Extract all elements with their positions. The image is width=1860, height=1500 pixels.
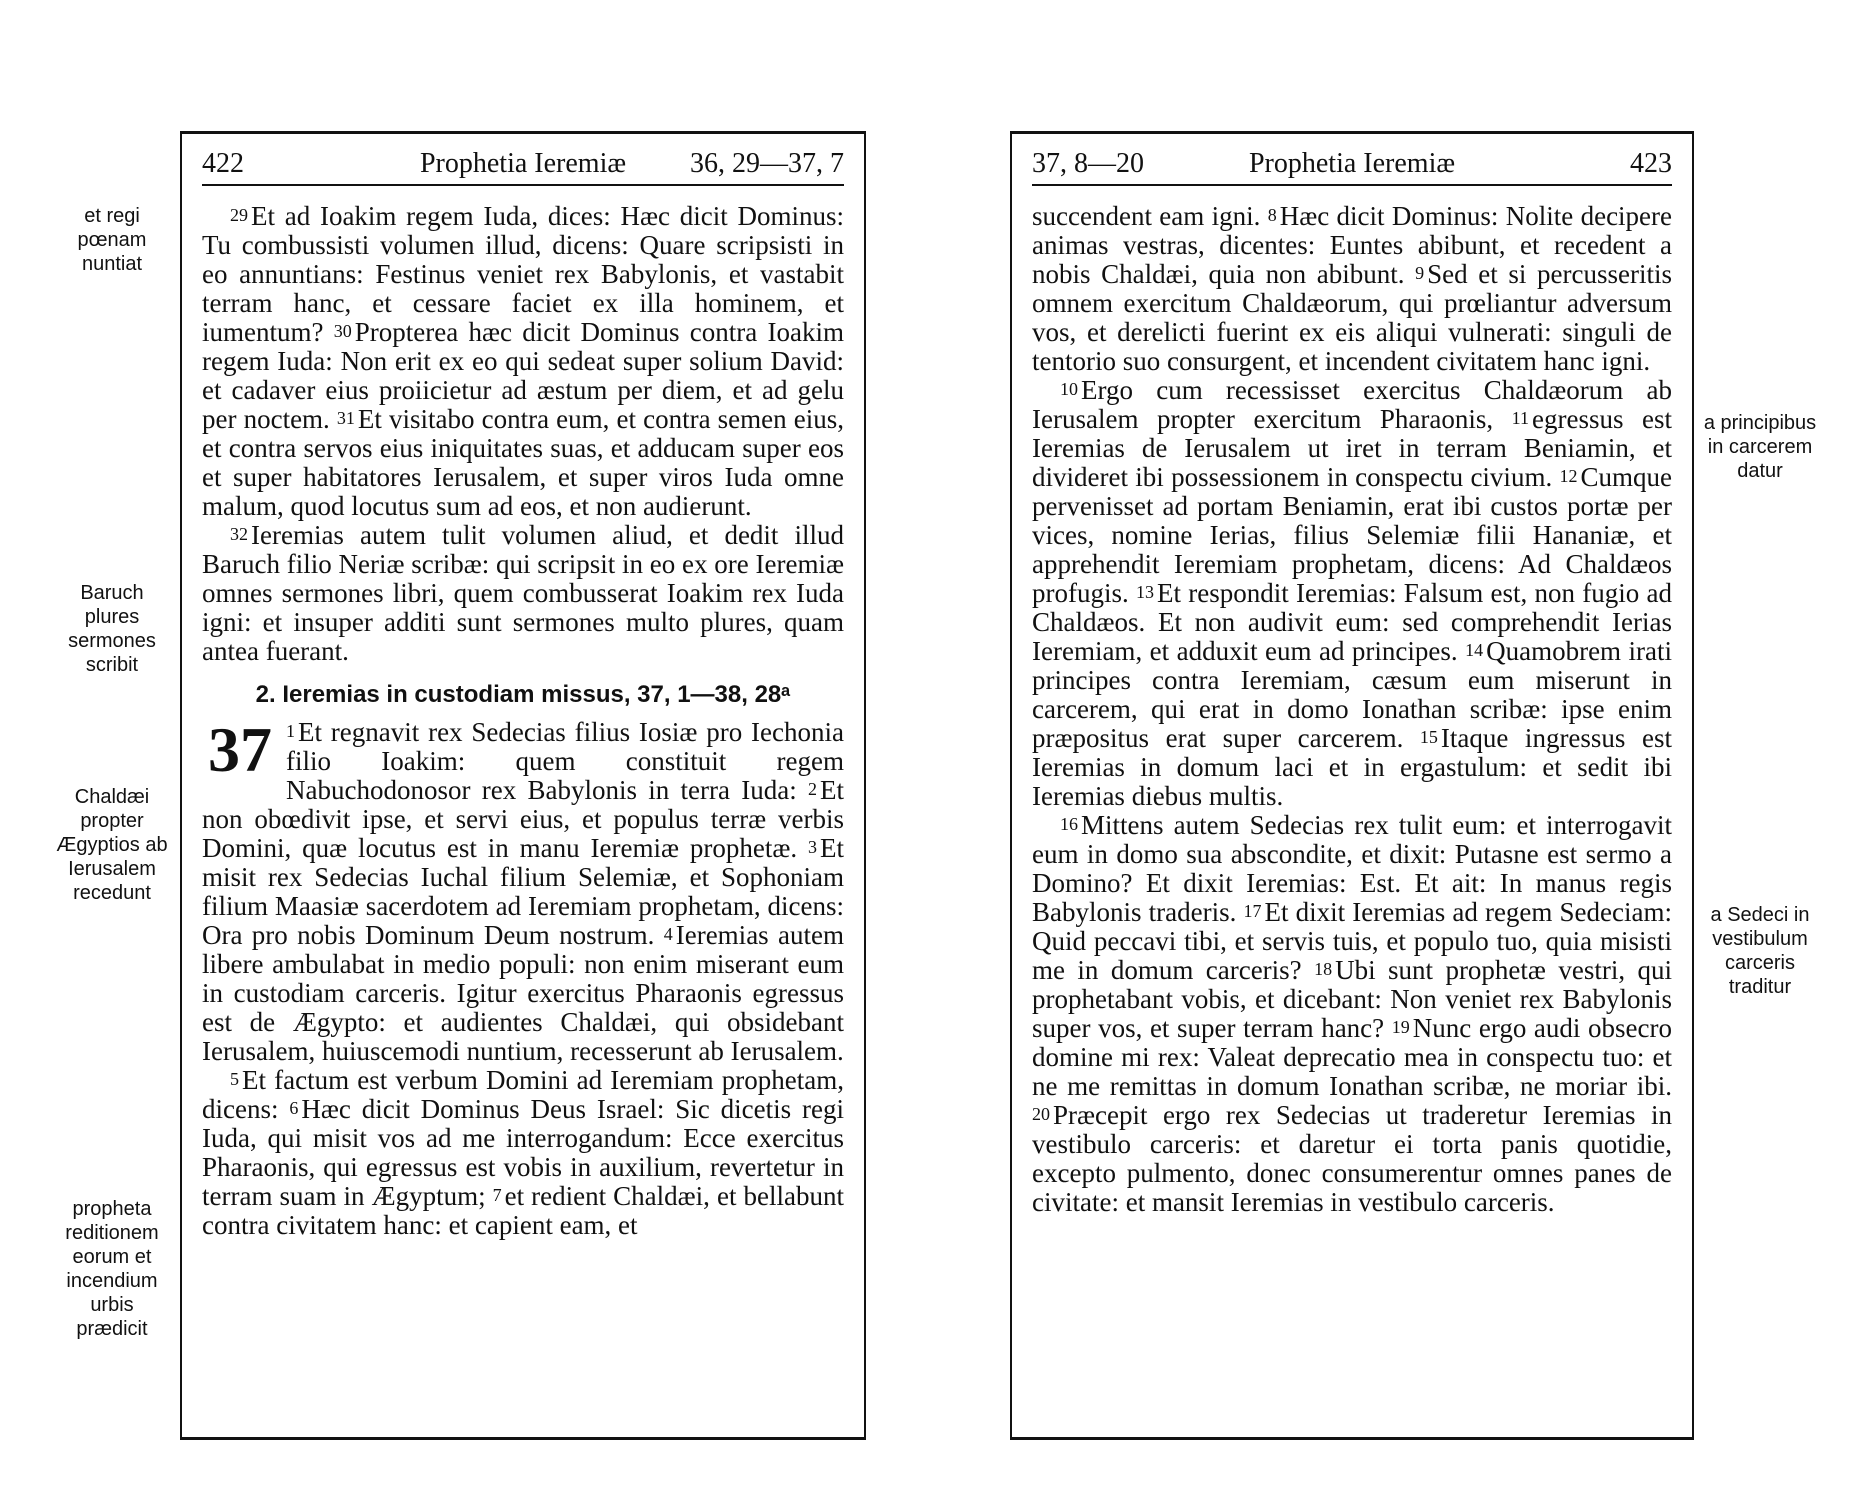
left-text-block [202, 202, 844, 1240]
chapter-number: 37 [208, 714, 272, 785]
verse-number: 32 [230, 524, 248, 544]
paragraph [202, 714, 844, 1066]
verse-number: 7 [492, 1185, 502, 1205]
verse-number: 13 [1136, 582, 1155, 602]
verse-number: 6 [289, 1098, 299, 1118]
verse-number: 16 [1060, 814, 1078, 834]
paragraph [202, 521, 844, 666]
verse-text: Hæc dicit Dominus: Nolite decipere animas vestras, dicentes: Euntes abibunt, et recedent a nobis Chaldæi, quia non abibunt. [1032, 201, 1673, 289]
margin-note-right-2: a Sedeci in vestibulum carceris traditur [1710, 904, 1810, 998]
verse-text: Et dixit Ieremias ad regem Sedeciam: Quid peccavi tibi, et servis tuis, et populo tuo, quia misisti me in domum carceris? [1032, 897, 1672, 985]
verse-text: Ubi sunt prophetæ vestri, qui prophetabant vobis, et dicebant: Non veniet rex Babylonis super vos, et super terram hanc? [1032, 955, 1673, 1043]
paragraph [202, 1066, 844, 1240]
verse-number: 3 [808, 837, 817, 857]
verse-number: 14 [1465, 640, 1484, 660]
left-page-reference: 36, 29—37, 7 [690, 148, 844, 179]
verse-number: 17 [1243, 901, 1262, 921]
verse-number: 4 [663, 924, 673, 944]
verse-text: Itaque ingressus est Ieremias in domum laci et in ergastulum: et sedit ibi Ieremias diebus multis. [1032, 723, 1672, 811]
verse-number: 20 [1032, 1104, 1050, 1124]
verse-text: et redient Chaldæi, et bellabunt contra civitatem hanc: et capient eam, et [202, 1181, 844, 1240]
verse-number: 11 [1511, 408, 1529, 428]
margin-note-left-3: Chaldæi propter Ægyptios ab Ierusalem recedunt [56, 786, 168, 904]
right-paragraphs [1032, 202, 1672, 1217]
verse-text: Nunc ergo audi obsecro domine mi rex: Valeat deprecatio mea in conspectu tuo: et ne me remittas in domum Ionathan scribæ, ne moriar ibi. [1032, 1013, 1672, 1101]
left-page [180, 131, 866, 1440]
verse-number: 5 [230, 1069, 239, 1089]
right-page [1010, 131, 1694, 1440]
verse-text: succendent eam igni. [1032, 201, 1268, 231]
paragraph [202, 202, 844, 521]
verse-number: 8 [1267, 205, 1277, 225]
verse-text: Mittens autem Sedecias rex tulit eum: et interrogavit eum in domo sua abscondite, et dixit: Putasne est sermo a Domino? Et dixit Ieremias: Est. Et ait: In manus regis Babylonis traderis. [1032, 810, 1672, 927]
left-paragraphs [202, 202, 844, 666]
right-page-number: 423 [1630, 148, 1672, 179]
right-running-head [1032, 144, 1672, 186]
left-running-head [202, 144, 844, 186]
verse-number: 12 [1559, 466, 1578, 486]
chapter-block [202, 714, 844, 1240]
verse-text: Præcepit ergo rex Sedecias ut traderetur Ieremias in vestibulo carceris: et daretur ei torta panis quotidie, excepto pulmento, donec consumerentur omnes panes de civitate: et mansit Ieremias in vestibulo carceris. [1032, 1100, 1672, 1217]
verse-text: Propterea hæc dicit Dominus contra Ioakim regem Iuda: Non erit ex eo qui sedeat super solium David: et cadaver eius proiicietur ad æstum per diem, et ad gelu per noctem. [202, 317, 844, 434]
verse-text: Ergo cum recessisset exercitus Chaldæorum ab Ierusalem propter exercitum Pharaonis, [1032, 375, 1672, 434]
verse-text: Ieremias autem libere ambulabat in medio populi: non enim miserant eum in custodiam carceris. Igitur exercitus Pharaonis egressus est de Ægypto: et audientes Chaldæi, qui obsidebant Ierusalem, huiuscemodi nuntium, recesserunt ab Ierusalem. [202, 920, 844, 1066]
margin-note-left-2: Baruch plures sermones scribit [68, 582, 156, 676]
right-page-title: Prophetia Ieremiæ [1248, 148, 1456, 179]
verse-text: Et factum est verbum Domini ad Ieremiam prophetam, dicens: [202, 1065, 844, 1124]
verse-number: 30 [333, 321, 352, 341]
left-page-number: 422 [202, 148, 244, 179]
left-page-title: Prophetia Ieremiæ [419, 148, 627, 179]
verse-number: 2 [808, 779, 817, 799]
verse-text: Et non obœdivit ipse, et servi eius, et populus terræ verbis Domini, quæ locutus est in manu Ieremiæ prophetæ. [202, 775, 844, 863]
verse-text: egressus est Ieremias de Ierusalem ut iret in terram Beniamin, et divideret ibi possessionem in conspectu civium. [1032, 404, 1672, 492]
margin-note-left-4: propheta reditionem eorum et incendium urbis prædicit [65, 1198, 159, 1340]
verse-text: Ieremias autem tulit volumen aliud, et dedit illud Baruch filio Neriæ scribæ: qui scripsit in eo ex ore Ieremiæ omnes sermones libri, quem combusserat Ioakim rex Iuda igni: et insuper additi sunt sermones multo plures, quam antea fuerant. [202, 520, 844, 666]
margin-note-right-1: a principibus in carcerem datur [1703, 412, 1817, 482]
verse-text: Cumque pervenisset ad portam Beniamin, erat ibi custos portæ per vices, nomine Ierias, filius Selemiæ filii Hananiæ, et apprehendit Ieremiam prophetam, dicens: Ad Chaldæos profugis. [1032, 462, 1672, 608]
verse-number: 10 [1060, 379, 1078, 399]
paragraph [1032, 811, 1672, 1217]
verse-number: 31 [336, 408, 355, 428]
margin-note-left-1: et regi pœnam nuntiat [77, 205, 147, 275]
verse-text: Et regnavit rex Sedecias filius Iosiæ pro Iechonia filio Ioakim: quem constituit regem Nabuchodonosor rex Babylonis in terra Iuda: [286, 717, 844, 805]
verse-number: 1 [286, 721, 295, 741]
paragraph [1032, 202, 1672, 376]
right-page-reference: 37, 8—20 [1032, 148, 1144, 179]
section-heading: 2. Ieremias in custodiam missus, 37, 1—38, 28ᵃ [255, 681, 791, 708]
paragraph [1032, 376, 1672, 811]
verse-number: 18 [1314, 959, 1333, 979]
right-text-block [1032, 202, 1672, 1217]
verse-text: Et misit rex Sedecias Iuchal filium Selemiæ, et Sophoniam filium Maasiæ sacerdotem ad Ieremiam prophetam, dicens: Ora pro nobis Dominum Deum nostrum. [202, 833, 844, 950]
verse-text: Quamobrem irati principes contra Ieremiam, cæsum eum miserunt in carcerem, qui erat in domo Ionathan scribæ: ipse enim præpositus erat super carcerem. [1032, 636, 1672, 753]
verse-text: Sed et si percusseritis omnem exercitum Chaldæorum, qui prœliantur adversum vos, et derelicti fuerint ex eis aliqui vulnerati: singuli de tentorio suo consurgent, et incendent civitatem hanc igni. [1032, 259, 1672, 376]
chapter-paragraphs [202, 714, 844, 1240]
verse-text: Et visitabo contra eum, et contra semen eius, et contra servos eius iniquitates suas, et adducam super eos et super habitatores Ierusalem, et super viros Iuda omne malum, quod locutus sum ad eos, et non audierunt. [202, 404, 844, 521]
verse-text: Et respondit Ieremias: Falsum est, non fugio ad Chaldæos. Et non audivit eum: sed comprehendit Ierias Ieremiam, et adduxit eum ad principes. [1032, 578, 1673, 666]
verse-text: Hæc dicit Dominus Deus Israel: Sic dicetis regi Iuda, qui misit vos ad me interrogandum: Ecce exercitus Pharaonis, qui egressus est vobis in auxilium, revertetur in terram suam in Ægyptum; [202, 1094, 844, 1211]
verse-number: 19 [1391, 1017, 1410, 1037]
verse-text: Et ad Ioakim regem Iuda, dices: Hæc dicit Dominus: Tu combussisti volumen illud, dicens: Quare scripsisti in eo annuntians: Festinus veniet rex Babylonis, et vastabit terram hanc, et cessare faciet ex illa hominem, et iumentum? [202, 201, 844, 347]
verse-number: 29 [230, 205, 248, 225]
verse-number: 9 [1415, 263, 1425, 283]
verse-number: 15 [1419, 727, 1438, 747]
